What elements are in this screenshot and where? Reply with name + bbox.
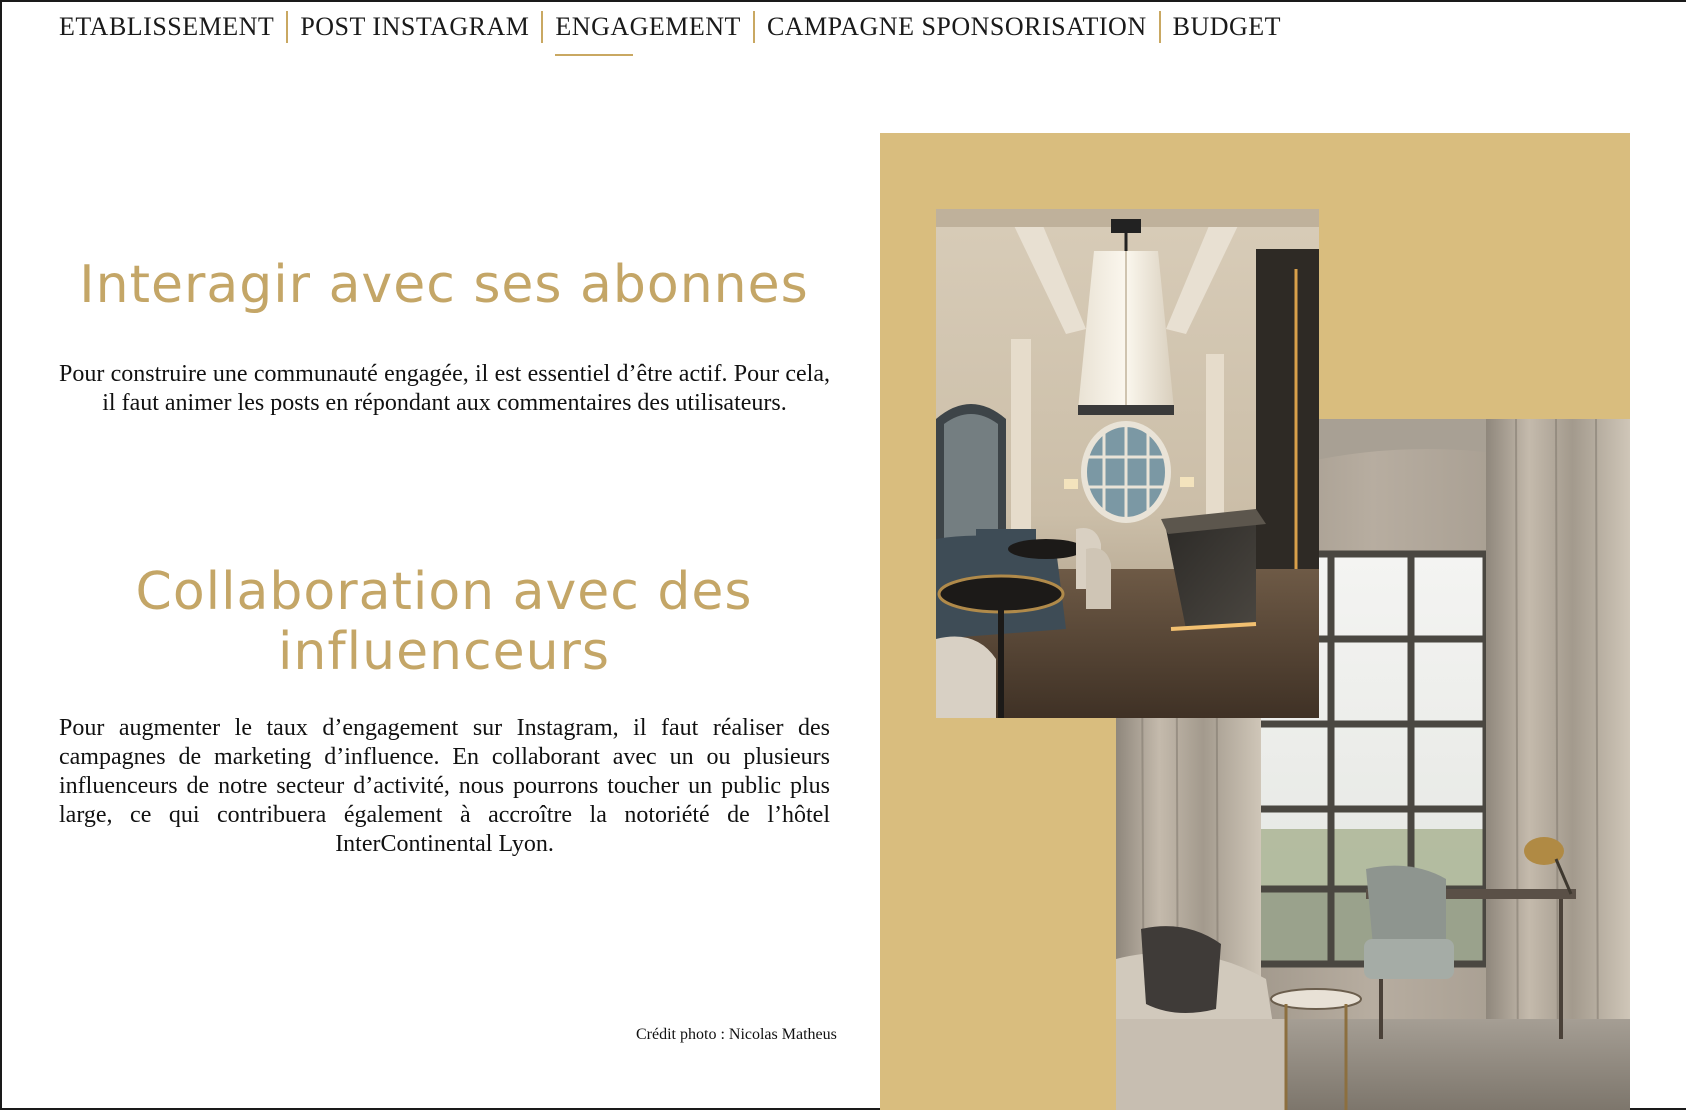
photo-credit: Crédit photo : Nicolas Matheus <box>636 1026 837 1043</box>
nav-separator <box>541 11 543 43</box>
hotel-lounge-illustration <box>936 209 1319 718</box>
section-text-interagir: Pour construire une communauté engagée, il est essentiel d’être actif. Pour cela, il faut animer les posts en répondant aux commentaires des utilisateurs. <box>59 361 830 416</box>
nav-item-engagement[interactable]: ENGAGEMENT <box>555 10 741 44</box>
section-title-interagir: Interagir avec ses abonnes <box>79 255 809 315</box>
nav-item-post-instagram[interactable]: POST INSTAGRAM <box>300 12 530 41</box>
section-title-collaboration: Collaboration avec des influenceurs <box>135 562 753 682</box>
hotel-lounge-photo <box>936 209 1319 718</box>
nav-item-etablissement[interactable]: ETABLISSEMENT <box>59 12 275 41</box>
nav-item-campagne-sponsorisation[interactable]: CAMPAGNE SPONSORISATION <box>766 12 1147 41</box>
section-text-collaboration: Pour augmenter le taux d’engagement sur Instagram, il faut réaliser des campagnes de marketing d’influence. En collaborant avec un ou plusieurs influenceurs de notre secteur d’activité, nous pourrons toucher un public plus large, ce qui contribuera également à accroître la notoriété de l’hôtel InterContinental Lyon. <box>59 715 830 857</box>
nav-separator <box>286 11 288 43</box>
top-navigation <box>59 10 1281 44</box>
nav-separator <box>753 11 755 43</box>
nav-item-budget[interactable]: BUDGET <box>1172 12 1282 41</box>
nav-separator <box>1159 11 1161 43</box>
